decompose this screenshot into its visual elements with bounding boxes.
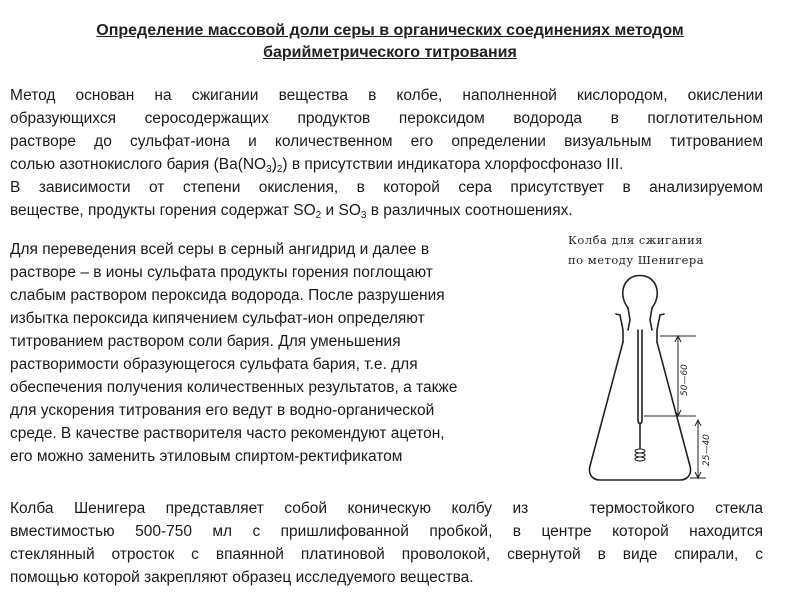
oxides-text: в различных соотношениях. xyxy=(366,202,573,219)
method-line: Для переведения всей серы в серный ангидрид и далее в xyxy=(10,241,430,258)
document-title xyxy=(0,20,780,64)
intro-line-oxides xyxy=(10,199,763,222)
description-line: стеклянный отросток с впаянной платиновой проволокой, свернутой в виде спирали, с xyxy=(10,546,763,563)
caption-line-2: по методу Шенигера xyxy=(568,253,705,267)
method-line: его можно заменить этиловым спиртом-ректификатом xyxy=(10,448,403,465)
dimension-label-lower: 25—40 xyxy=(702,434,712,466)
glass-rod xyxy=(638,330,642,420)
intro-line: образующихся серосодержащих продуктов пероксидом водорода в поглотительном xyxy=(10,110,763,127)
method-line: титрованием раствором соли бария. Для уменьшения xyxy=(10,333,401,350)
intro-line: В зависимости от степени окисления, в которой сера присутствует в анализируемом xyxy=(10,179,763,196)
description-line: вместимостью 500-750 мл с пришлифованной пробкой, в центре которой находится xyxy=(10,523,763,540)
description-line: Колба Шенигера представляет собой коническую колбу из термостойкого стекла xyxy=(10,500,763,517)
caption-line-1: Колба для сжигания xyxy=(568,233,704,247)
description-line: помощью которой закрепляют образец исследуемого вещества. xyxy=(10,569,474,586)
intro-line-formula xyxy=(10,153,763,176)
formula-text: солью азотнокислого бария (Ba(NO xyxy=(10,156,267,173)
intro-paragraph xyxy=(10,84,763,222)
formula-subscript: 3 xyxy=(266,164,272,175)
method-line: среде. В качестве растворителя часто рекомендуют ацетон, xyxy=(10,425,445,442)
flask-description-paragraph xyxy=(10,497,763,589)
stopper-neck-right xyxy=(650,308,652,330)
stopper-neck-left xyxy=(628,308,630,330)
method-line: растворе – в ионы сульфата продукты горения поглощают xyxy=(10,264,433,281)
flask-figure-caption xyxy=(568,230,738,270)
flask-rim xyxy=(616,314,664,315)
oxide-subscript: 3 xyxy=(360,210,367,221)
flask-neck-left xyxy=(620,315,623,342)
title-line-1: Определение массовой доли серы в органических соединениях методом xyxy=(96,22,684,39)
formula-subscript: 2 xyxy=(276,164,283,175)
dimension-label-upper: 50—60 xyxy=(680,364,690,396)
method-line: избытка пероксида кипячением сульфат-ион определяют xyxy=(10,310,425,327)
method-paragraph xyxy=(10,238,523,468)
method-line: растворимости образующегося сульфата бария, т.е. для xyxy=(10,356,418,373)
method-line: слабым раствором пероксида водорода. После разрушения xyxy=(10,287,445,304)
stopper-bulb xyxy=(623,276,658,309)
method-line: обеспечения получения количественных результатов, а также xyxy=(10,379,458,396)
oxide-subscript: 2 xyxy=(315,210,322,221)
title-line-2: барийметрического титрования xyxy=(263,44,517,61)
intro-line: растворе до сульфат-иона и количественном его определении визуальным титрованием xyxy=(10,133,763,150)
schoniger-flask-diagram xyxy=(540,270,740,492)
formula-text: ) xyxy=(271,156,277,173)
oxides-text: веществе, продукты горения содержат SO xyxy=(10,202,316,219)
flask-neck-right xyxy=(657,315,660,342)
wire-spiral xyxy=(635,449,645,461)
formula-text: ) в присутствии индикатора хлорфосфоназо III. xyxy=(282,156,624,173)
oxides-text: и SO xyxy=(321,202,361,219)
method-line: для ускорения титрования его ведут в водно-органической xyxy=(10,402,435,419)
intro-line: Метод основан на сжигании вещества в колбе, наполненной кислородом, окислении xyxy=(10,87,763,104)
